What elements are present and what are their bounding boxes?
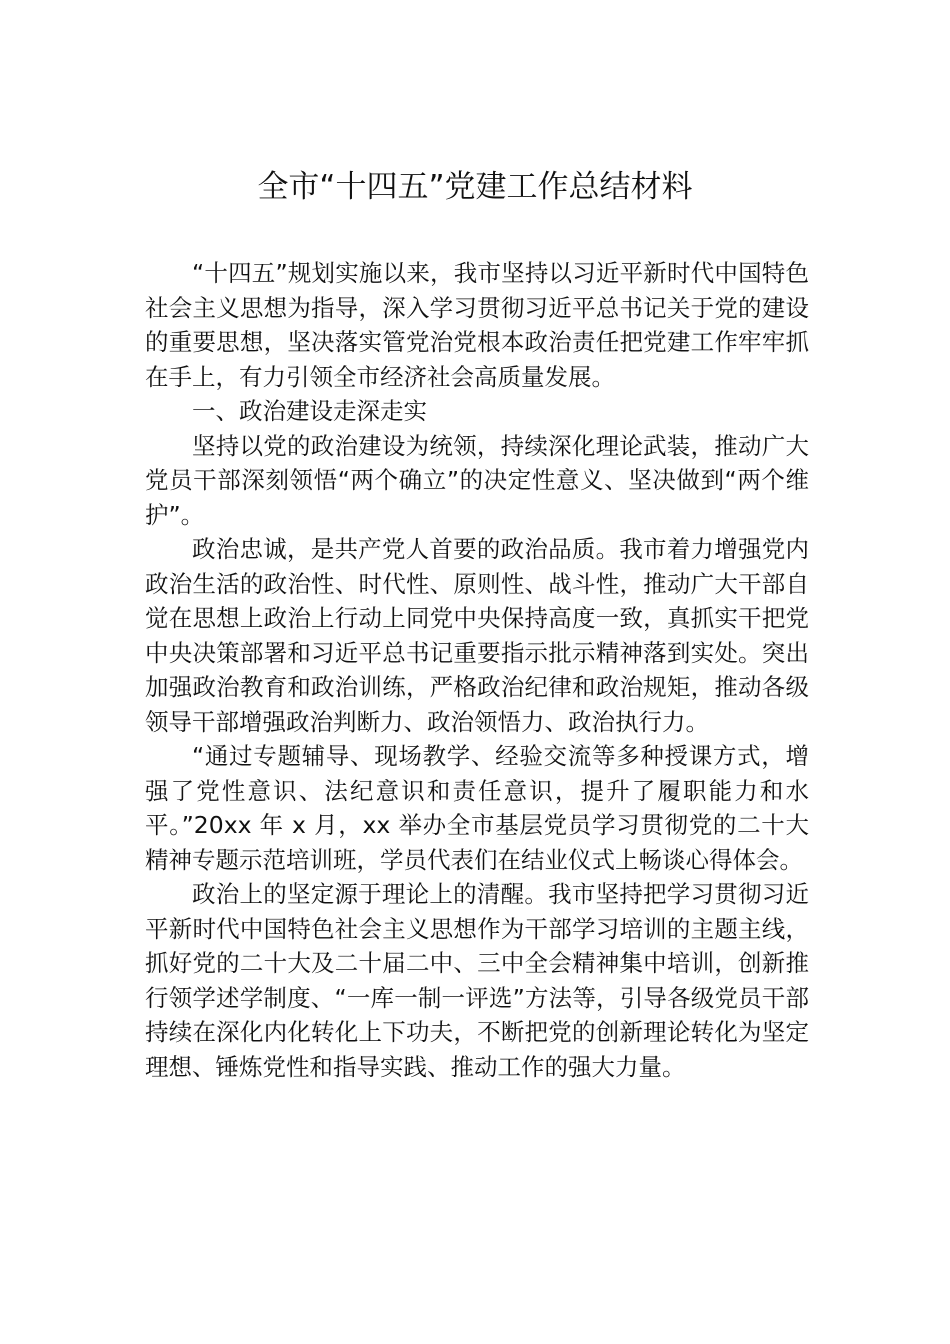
document-title: 全市“十四五”党建工作总结材料 [257, 169, 693, 205]
paragraph-political-leadership: 坚持以党的政治建设为统领，持续深化理论武装，推动广大党员干部深刻领悟“两个确立”的决定性意义、坚决做到“两个维护”。 [145, 431, 809, 529]
document-body [145, 256, 809, 1084]
paragraph-intro: “十四五”规划实施以来，我市坚持以习近平新时代中国特色社会主义思想为指导，深入学习贯彻习近平总书记关于党的建设的重要思想，坚决落实管党治党根本政治责任把党建工作牢牢抓在手上，有力引领全市经济社会高质量发展。 [145, 259, 809, 391]
paragraph-training-quote: “通过专题辅导、现场教学、经验交流等多种授课方式，增强了党性意识、法纪意识和责任意识，提升了履职能力和水平。”20xx 年 x 月，xx 举办全市基层党员学习贯彻党的二十大精神专题示范培训班，学员代表们在结业仪式上畅谈心得体会。 [145, 742, 809, 874]
paragraph-political-loyalty: 政治忠诚，是共产党人首要的政治品质。我市着力增强党内政治生活的政治性、时代性、原则性、战斗性，推动广大干部自觉在思想上政治上行动上同党中央保持高度一致，真抓实干把党中央决策部署和习近平总书记重要指示批示精神落到实处。突出加强政治教育和政治训练，严格政治纪律和政治规矩，推动各级领导干部增强政治判断力、政治领悟力、政治执行力。 [145, 535, 809, 736]
section-heading: 一、政治建设走深走实 [192, 397, 427, 425]
paragraph-theory-study: 政治上的坚定源于理论上的清醒。我市坚持把学习贯彻习近平新时代中国特色社会主义思想作为干部学习培训的主题主线，抓好党的二十大及二十届二中、三中全会精神集中培训，创新推行领学述学制度、“一库一制一评选”方法等，引导各级党员干部持续在深化内化转化上下功夫，不断把党的创新理论转化为坚定理想、锤炼党性和指导实践、推动工作的强大力量。 [145, 880, 809, 1081]
